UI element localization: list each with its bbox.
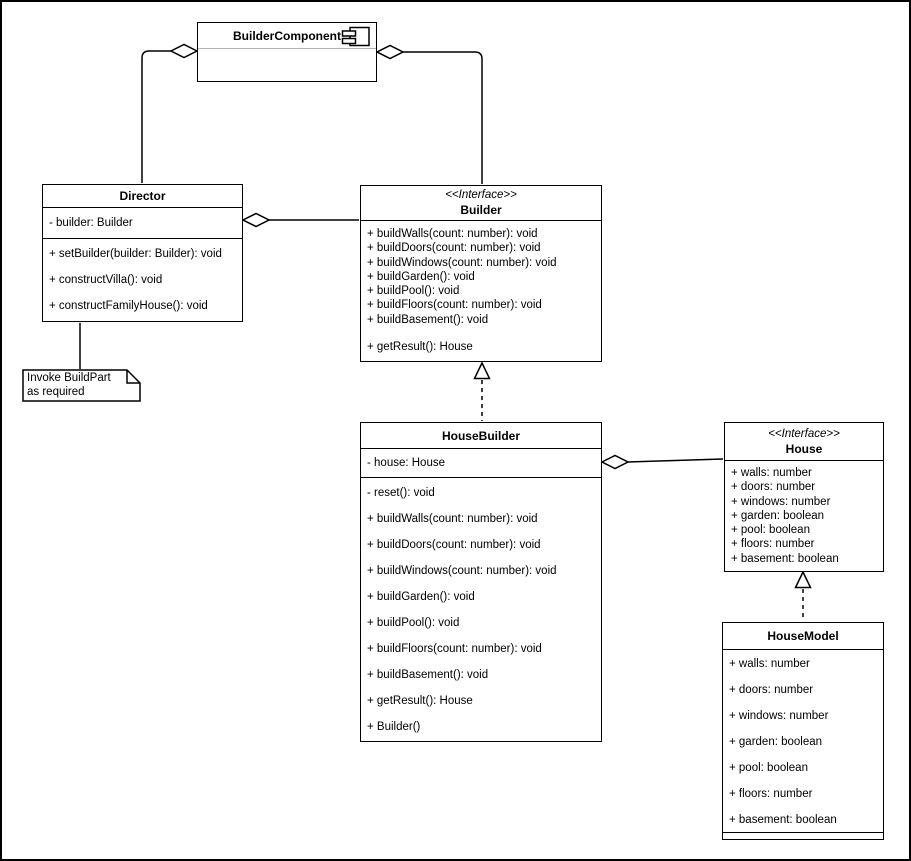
attribute-line: + pool: boolean: [729, 762, 808, 774]
method-line: + buildWalls(count: number): void: [367, 513, 538, 525]
method-line: + getResult(): House: [367, 341, 473, 354]
method-line: + getResult(): House: [367, 695, 473, 707]
note-text-line: as required: [27, 385, 85, 398]
attribute-line: + windows: number: [731, 495, 831, 508]
component-body-empty: [198, 49, 376, 79]
stereotype-label: <<Interface>>: [445, 189, 517, 201]
note-text-line: Invoke BuildPart: [27, 372, 111, 384]
attribute-line: + basement: boolean: [729, 814, 837, 826]
component-buildercomponent[interactable]: [197, 22, 377, 82]
component-name-label: BuilderComponent: [233, 28, 341, 43]
attribute-line: + garden: boolean: [729, 736, 823, 748]
aggregation-diamond-housebuilder[interactable]: [602, 456, 628, 469]
method-line: + buildGarden(): void: [367, 270, 475, 283]
class-housebuilder-methods: [361, 478, 601, 740]
class-housebuilder[interactable]: [360, 422, 602, 742]
method-line: + buildPool(): void: [367, 617, 460, 629]
realization-triangle-house[interactable]: [796, 572, 811, 588]
edge-component-director[interactable]: [142, 51, 171, 183]
attribute-line: + walls: number: [731, 467, 812, 479]
class-housemodel[interactable]: [722, 622, 884, 840]
interface-house-name: House: [785, 441, 823, 456]
class-housebuilder-title: HouseBuilder: [361, 423, 601, 449]
attribute-line: + doors: number: [729, 684, 814, 696]
method-line: + buildWalls(count: number): void: [367, 228, 538, 240]
method-line: + buildBasement(): void: [367, 313, 489, 326]
interface-house-attributes: [725, 461, 883, 566]
class-housemodel-title: HouseModel: [723, 623, 883, 650]
edge-component-builder[interactable]: [403, 52, 482, 184]
aggregation-diamond-component-right[interactable]: [377, 46, 403, 59]
attribute-line: + garden: boolean: [731, 509, 825, 522]
class-director-title: Director: [43, 185, 242, 208]
component-icon: [341, 26, 371, 48]
attribute-line: + basement: boolean: [731, 552, 839, 565]
method-line: + buildWindows(count: number): void: [367, 565, 557, 577]
component-title-row: [198, 23, 376, 49]
attribute-line: - builder: Builder: [49, 217, 133, 229]
interface-builder[interactable]: [360, 185, 602, 362]
class-housemodel-empty-section: [723, 833, 883, 838]
class-director-attributes: [43, 208, 242, 239]
note-invoke-buildpart[interactable]: [27, 372, 111, 399]
class-housebuilder-attributes: [361, 449, 601, 478]
method-line: + buildGarden(): void: [367, 591, 475, 603]
method-line: + buildDoors(count: number): void: [367, 539, 541, 551]
method-line: + buildBasement(): void: [367, 669, 489, 681]
interface-builder-name: Builder: [460, 203, 502, 217]
realization-triangle-builder[interactable]: [475, 363, 490, 379]
class-director-methods: [43, 239, 242, 319]
class-director[interactable]: [42, 184, 243, 322]
attribute-line: + doors: number: [731, 481, 816, 494]
aggregation-diamond-component-left[interactable]: [171, 45, 197, 58]
method-line: + buildWindows(count: number): void: [367, 256, 557, 269]
method-line: + setBuilder(builder: Builder): void: [49, 248, 222, 260]
interface-builder-header: [361, 186, 601, 221]
method-line: + constructVilla(): void: [49, 274, 163, 286]
attribute-line: + floors: number: [729, 788, 813, 800]
method-line: + buildPool(): void: [367, 285, 460, 298]
interface-house[interactable]: [724, 422, 884, 572]
class-housemodel-attributes: [723, 650, 883, 833]
method-line: + buildFloors(count: number): void: [367, 299, 542, 312]
method-line: + constructFamilyHouse(): void: [49, 300, 208, 312]
attribute-line: + floors: number: [731, 538, 815, 551]
attribute-line: + windows: number: [729, 710, 829, 722]
edge-housebuilder-house[interactable]: [628, 459, 723, 462]
interface-builder-methods: [361, 221, 601, 354]
attribute-line: - house: House: [367, 457, 445, 469]
aggregation-diamond-director[interactable]: [243, 214, 269, 227]
method-line: + Builder(): [367, 721, 421, 733]
attribute-line: + pool: boolean: [731, 524, 810, 537]
interface-house-header: [725, 423, 883, 461]
method-line: - reset(): void: [367, 487, 435, 499]
stereotype-label: <<Interface>>: [768, 427, 840, 440]
method-line: + buildFloors(count: number): void: [367, 643, 542, 655]
method-line: + buildDoors(count: number): void: [367, 242, 541, 255]
attribute-line: + walls: number: [729, 658, 810, 670]
